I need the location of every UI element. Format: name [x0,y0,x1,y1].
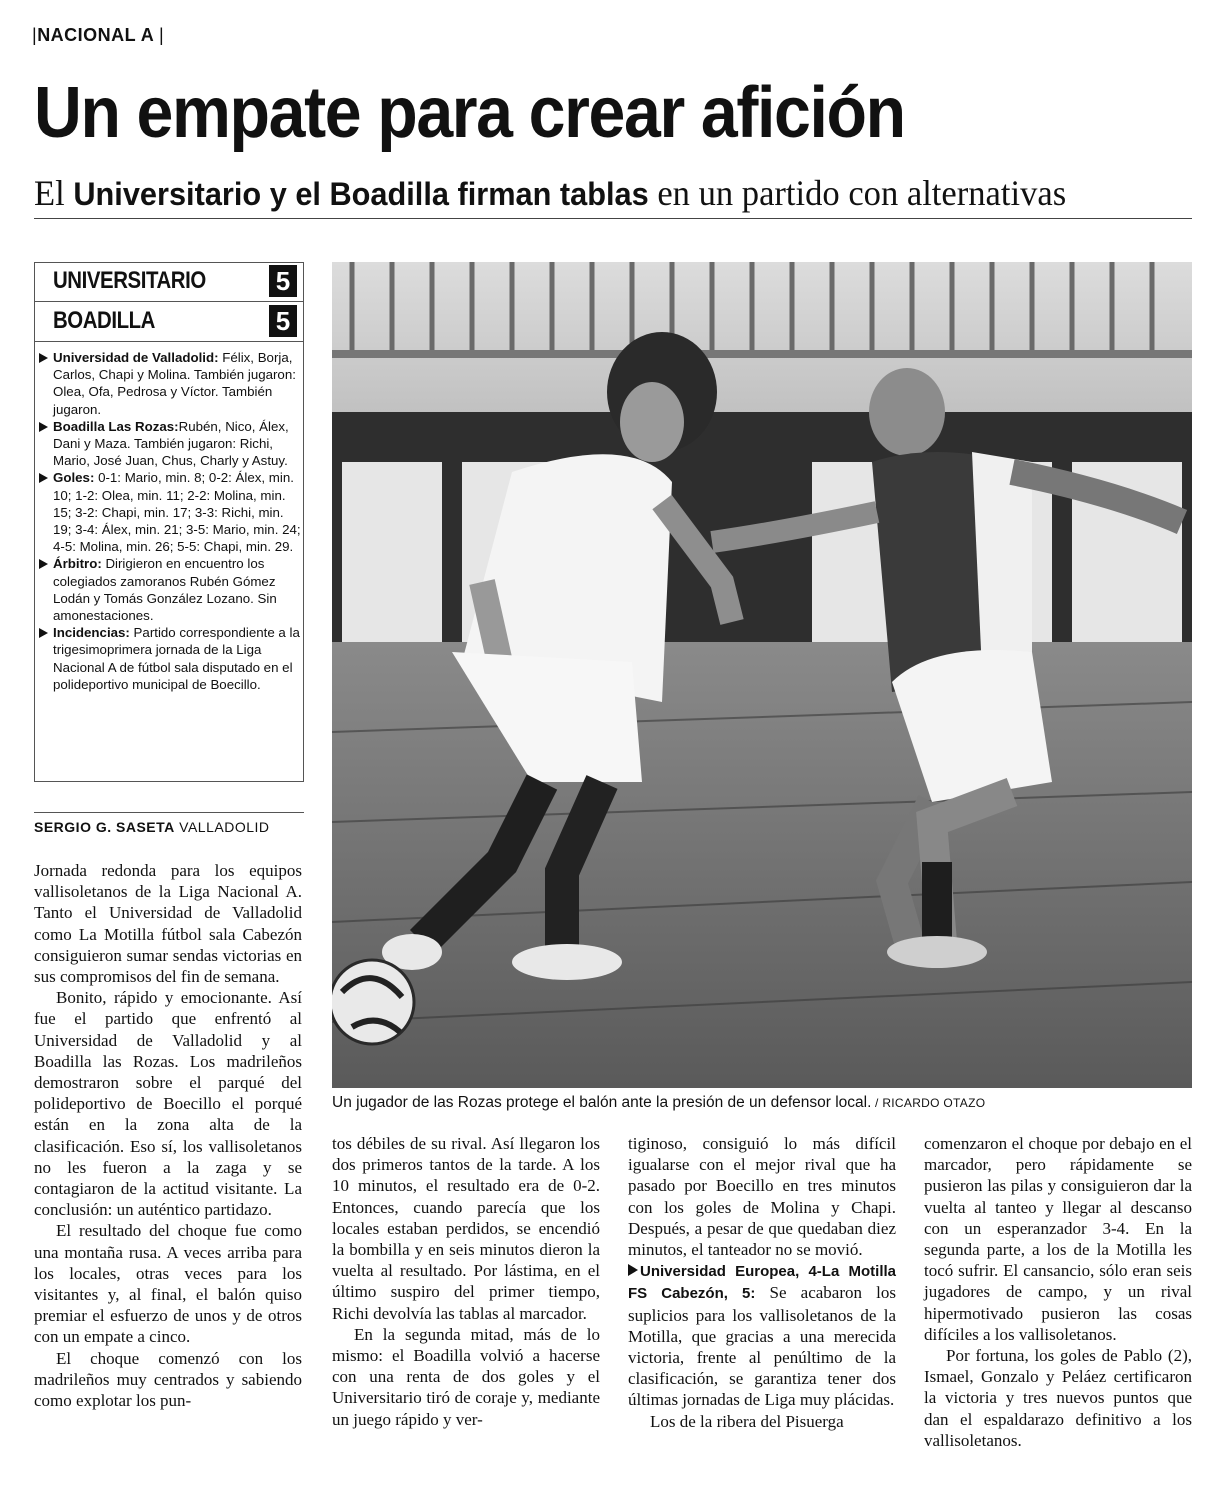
photo-caption [332,1094,1192,1112]
fact-referee: Árbitro: Dirigieron en encuentro los colegiados zamoranos Rubén Gómez Lodán y Tomás González Lozano. Sin amonestaciones. [39,555,301,624]
arrow-icon [39,559,48,569]
body-column-1 [34,860,302,1411]
match-photo [332,262,1192,1088]
team-name: UNIVERSITARIO [53,267,206,294]
fact-goals: Goles: 0-1: Mario, min. 8; 0-2: Álex, min. 10; 1-2: Olea, min. 11; 2-2: Molina, min. 15; 3-2: Chapi, min. 17; 3-3: Richi, min. 19; 3-4: Álex, min. 21; 3-5: Mario, min. 24; 4-5: Molina, min. 26; 5-5: Chapi, min. 29. [39,469,301,555]
paragraph: En la segunda mitad, más de lo mismo: el Boadilla volvió a hacerse con una renta de dos goles y el Universitario tiró de coraje y, mediante un juego rápido y ver- [332,1324,600,1429]
paragraph: El resultado del choque fue como una montaña rusa. A veces arriba para los locales, otras veces para los visitantes y, al final, el balón quiso premiar el esfuerzo de unos y de otros con un empate a cinco. [34,1221,302,1347]
paragraph: comenzaron el choque por debajo en el marcador, pero rápidamente se pusieron las pilas y consiguieron dar la vuelta al tanteo y llegar al descanso con un esperanzador 3-4. En la segunda parte, a los de la Motilla les tocó sufrir. El cansancio, sólo eran seis jugadores de campo, y un rival hipermotivado pusieron las cosas difíciles a los vallisoletanos. [924,1134,1192,1344]
section-label: NACIONAL A [37,25,154,45]
photo-credit: / RICARDO OTAZO [871,1096,986,1110]
arrow-icon [39,628,48,638]
section-tag: |NACIONAL A | [32,25,165,45]
arrow-icon [628,1264,638,1276]
subsection-title: Universidad Europea, 4-La Motilla FS Cabezón, 5: [628,1263,896,1303]
team-row-home [35,263,303,302]
fact-incidents: Incidencias: Partido correspondiente a la trigesimoprimera jornada de la Liga Nacional A de fútbol sala disputado en el polideportivo municipal de Boecillo. [39,624,301,693]
scoreboard [34,262,304,782]
byline-author: SERGIO G. SASETA [34,819,175,835]
fact-lineup-away: Boadilla Las Rozas:Rubén, Nico, Álex, Dani y Maza. También jugaron: Richi, Mario, José Juan, Chus, Charly y Astuy. [39,418,301,470]
caption-text: Un jugador de las Rozas protege el balón ante la presión de un defensor local. [332,1094,872,1111]
paragraph: Bonito, rápido y emocionante. Así fue el partido que enfrentó al Universidad de Valladolid y al Boadilla las Rozas. Los madrileños demostraron sobre el parqué del polideportivo de Boecillo el porqué están en la zona alta de la clasificación. Eso sí, los vallisoletanos no les fueron a la zaga y se contagiaron de la actitud visitante. La conclusión: un auténtico partidazo. [34,988,302,1220]
arrow-icon [39,353,48,363]
byline-place: VALLADOLID [174,819,270,835]
byline [34,812,304,835]
headline: Un empate para crear afición [34,73,905,153]
match-facts [39,349,301,693]
paragraph: Jornada redonda para los equipos vallisoletanos de la Liga Nacional A. Tanto el Universidad de Valladolid como La Motilla fútbol sala Cabezón consiguieron sumar sendas victorias en sus compromisos del fin de semana. [34,861,302,987]
arrow-icon [39,422,48,432]
body-column-2 [332,1133,600,1430]
paragraph: tos débiles de su rival. Así llegaron los dos primeros tantos de la tarde. A los 10 minutos, el resultado era de 0-2. Entonces, cuando parecía que los locales estaban perdidos, se encendió la bombilla y en seis minutos dieron la vuelta al resultado. Por lástima, en el último suspiro del primer tiempo, Richi devolvía las tablas al marcador. [332,1134,600,1323]
paragraph: tiginoso, consiguió lo más difícil igualarse con el mejor rival que ha pasado por Boecillo en tres minutos con los goles de Molina y Chapi. Después, a pesar de que quedaban diez minutos, el tanteador no se movió. [628,1134,896,1260]
body-column-3 [628,1133,896,1432]
subheadline: El Universitario y el Boadilla firman tablas en un partido con alternativas [34,173,1067,213]
team-score: 5 [269,265,297,297]
body-column-4 [924,1133,1192,1451]
arrow-icon [39,473,48,483]
team-score: 5 [269,305,297,337]
paragraph: El choque comenzó con los madrileños muy centrados y sabiendo como explotar los pun- [34,1348,302,1411]
subheadline-bold: Universitario y el Boadilla firman tablas [73,176,649,212]
fact-lineup-home: Universidad de Valladolid: Félix, Borja, Carlos, Chapi y Molina. También jugaron: Olea, Ofa, Pedrosa y Víctor. También jugaron. [39,349,301,418]
team-row-away [35,303,303,342]
paragraph: Por fortuna, los goles de Pablo (2), Ismael, Gonzalo y Peláez certificaron la victoria y tres nuevos puntos que dan el espaldarazo definitivo a los vallisoletanos. [924,1346,1192,1450]
header-rule [34,218,1192,219]
team-name: BOADILLA [53,307,155,334]
results-subsection: Universidad Europea, 4-La Motilla FS Cabezón, 5: Se acabaron los suplicios para los vallisoletanos de la Motilla, que gracias a una merecida victoria, frente al penúltimo de la clasificación, se garantiza tener dos últimas jornadas de Liga muy plácidas. [628,1263,897,1410]
paragraph: Los de la ribera del Pisuerga [650,1411,844,1431]
